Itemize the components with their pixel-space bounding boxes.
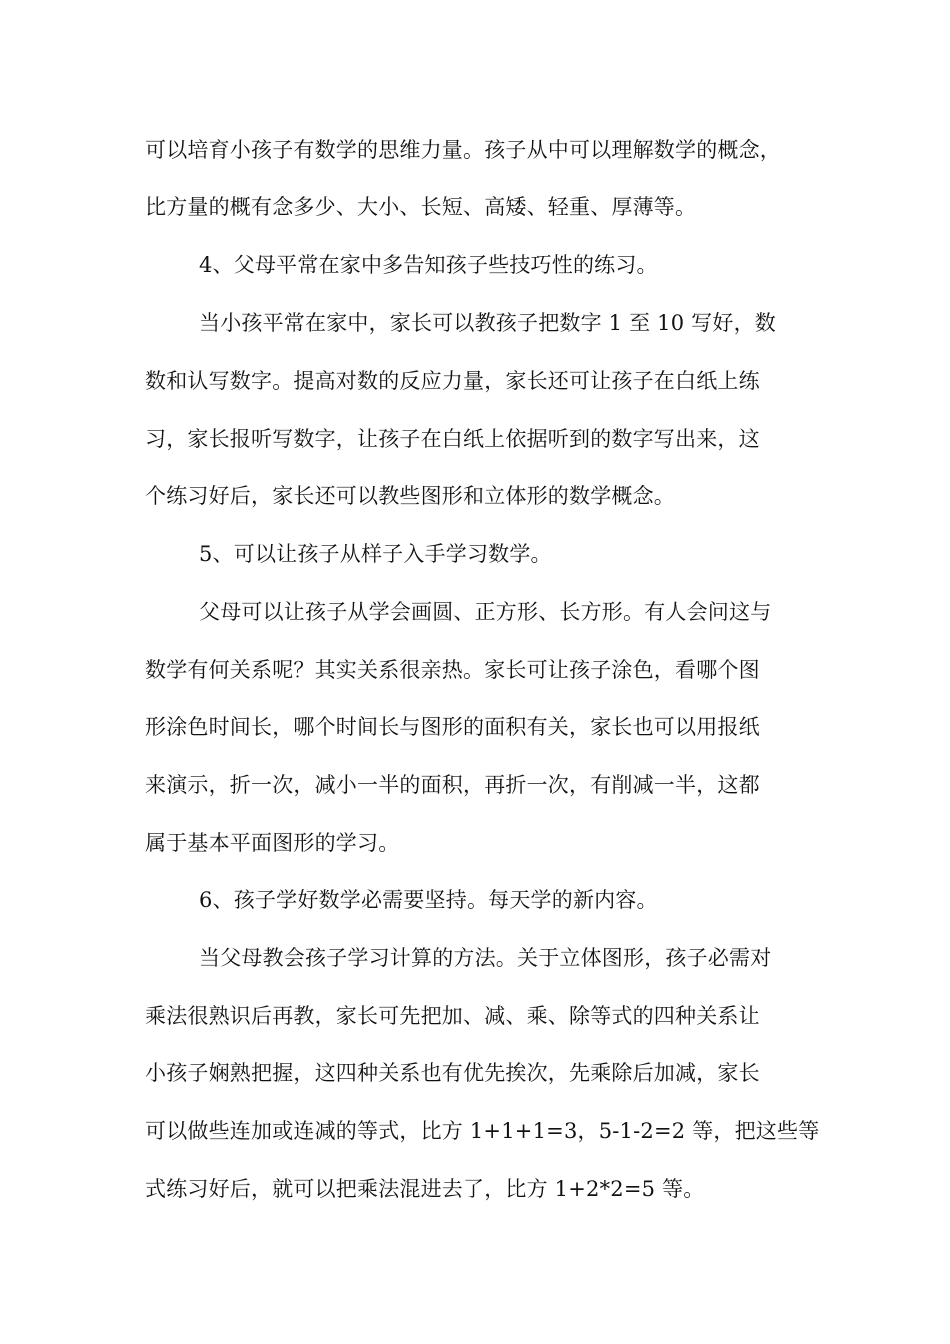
text-line: 乘法很熟识后再教，家长可先把加、减、乘、除等式的四种关系让 [145,1004,760,1028]
text-line: 属于基本平面图形的学习。 [145,831,400,855]
text-line: 比方量的概有念多少、大小、长短、高矮、轻重、厚薄等。 [145,195,697,219]
text-line: 式练习好后，就可以把乘法混进去了，比方 1+2*2=5 等。 [145,1177,705,1201]
section-heading: 6、孩子学好数学必需要坚持。每天学的新内容。 [199,888,658,912]
section-heading: 4、父母平常在家中多告知孩子些技巧性的练习。 [199,253,658,277]
text-line: 当父母教会孩子学习计算的方法。关于立体图形，孩子必需对 [199,946,772,970]
text-line: 小孩子娴熟把握，这四种关系也有优先挨次，先乘除后加减，家长 [145,1061,760,1085]
text-line: 数和认写数字。提高对数的反应力量，家长还可让孩子在白纸上练 [145,369,760,393]
text-line: 当小孩平常在家中，家长可以教孩子把数字 1 至 10 写好，数 [199,311,776,335]
text-line: 可以培育小孩子有数学的思维力量。孩子从中可以理解数学的概念， [145,138,781,162]
text-line: 父母可以让孩子从学会画圆、正方形、长方形。有人会问这与 [199,600,772,624]
text-line: 数学有何关系呢？其实关系很亲热。家长可让孩子涂色，看哪个图 [145,658,760,682]
text-line: 形涂色时间长，哪个时间长与图形的面积有关，家长也可以用报纸 [145,715,760,739]
text-line: 可以做些连加或连减的等式，比方 1+1+1=3，5-1-2=2 等，把这些等 [145,1119,820,1143]
text-line: 习，家长报听写数字，让孩子在白纸上依据听到的数字写出来，这 [145,427,760,451]
text-line: 个练习好后，家长还可以教些图形和立体形的数学概念。 [145,484,675,508]
text-line: 来演示，折一次，减小一半的面积，再折一次，有削减一半，这都 [145,773,760,797]
section-heading: 5、可以让孩子从样子入手学习数学。 [199,542,552,566]
